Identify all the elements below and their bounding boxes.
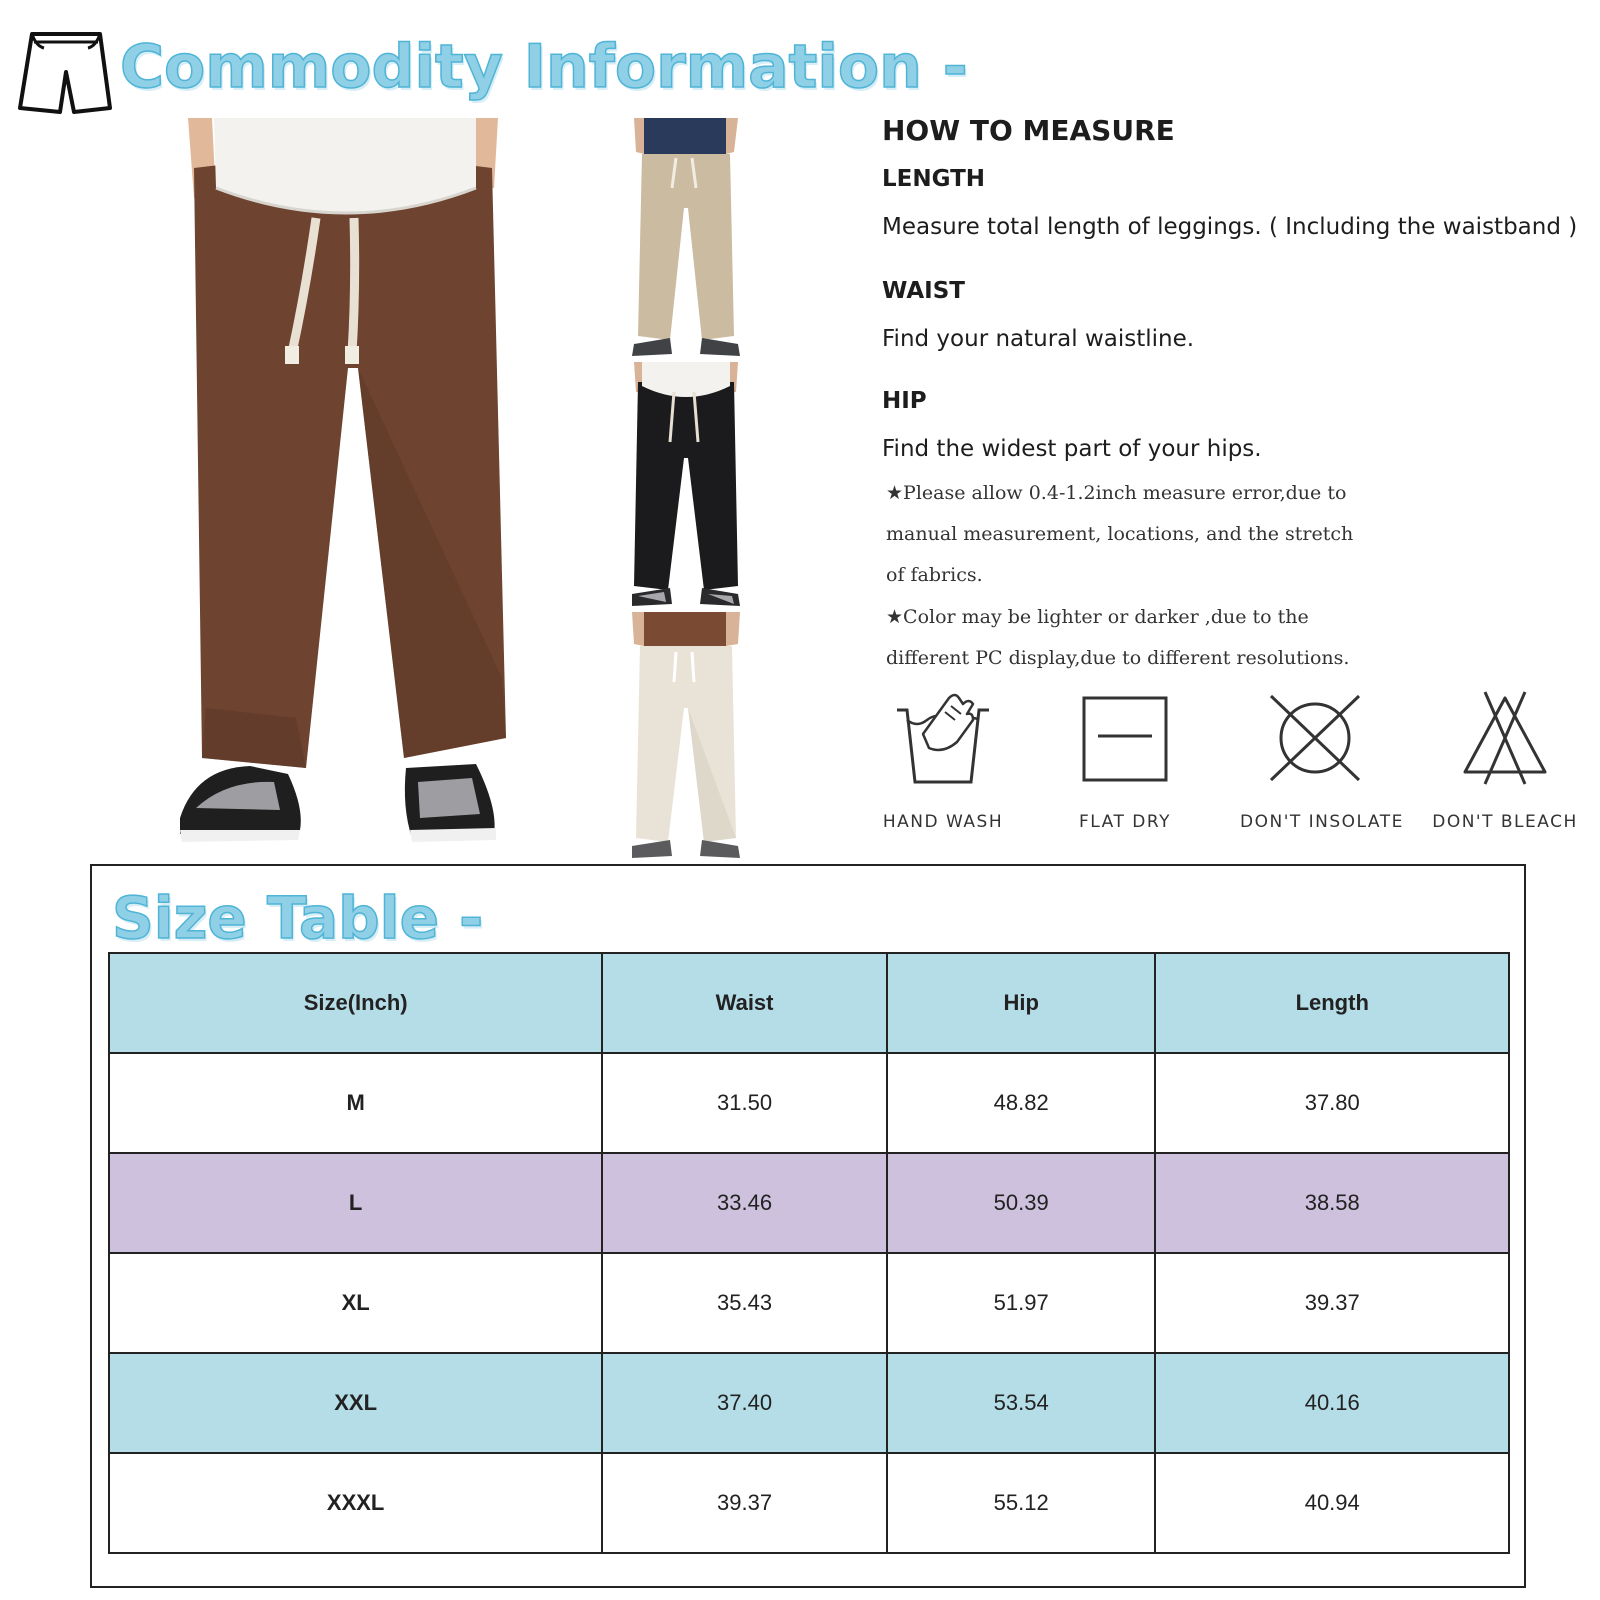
hip-text: Find the widest part of your hips. — [882, 436, 1262, 462]
waist-text: Find your natural waistline. — [882, 326, 1195, 352]
size-cell: XL — [109, 1253, 602, 1353]
care-label: DON'T INSOLATE — [1240, 812, 1404, 832]
table-row — [109, 1253, 1509, 1353]
waist-cell: 35.43 — [602, 1253, 887, 1353]
care-hand-wash — [868, 690, 1018, 832]
size-cell: XXXL — [109, 1453, 602, 1553]
column-header: Waist — [602, 953, 887, 1053]
size-cell: XXL — [109, 1353, 602, 1453]
flat-dry-icon — [1080, 690, 1170, 786]
note-line: manual measurement, locations, and the stretch — [886, 523, 1354, 545]
hip-cell: 53.54 — [887, 1353, 1156, 1453]
hip-cell: 50.39 — [887, 1153, 1156, 1253]
hand-wash-icon — [893, 690, 993, 786]
care-flat-dry — [1050, 690, 1200, 832]
column-header: Hip — [887, 953, 1156, 1053]
note-line: ★Color may be lighter or darker ,due to the — [886, 606, 1309, 628]
column-header: Length — [1155, 953, 1509, 1053]
size-cell: M — [109, 1053, 602, 1153]
table-row — [109, 1353, 1509, 1453]
hip-cell: 48.82 — [887, 1053, 1156, 1153]
care-label: HAND WASH — [882, 812, 1004, 832]
care-label: FLAT DRY — [1079, 812, 1171, 832]
size-cell: L — [109, 1153, 602, 1253]
table-row — [109, 1153, 1509, 1253]
shorts-outline-icon — [14, 30, 114, 118]
page-title: Commodity Information - — [120, 32, 968, 102]
hip-title: HIP — [882, 388, 927, 414]
size-table — [108, 952, 1510, 1554]
hip-cell: 55.12 — [887, 1453, 1156, 1553]
length-text: Measure total length of leggings. ( Including the waistband ) — [882, 214, 1578, 240]
cream-pants-photo — [630, 612, 742, 862]
hip-cell: 51.97 — [887, 1253, 1156, 1353]
waist-cell: 33.46 — [602, 1153, 887, 1253]
how-to-measure-heading: HOW TO MEASURE — [882, 114, 1175, 147]
note-line: different PC display,due to different resolutions. — [886, 647, 1350, 669]
care-dont-bleach — [1430, 690, 1580, 832]
length-cell: 40.94 — [1155, 1453, 1509, 1553]
table-row — [109, 1053, 1509, 1153]
size-table-panel — [90, 864, 1526, 1588]
length-cell: 37.80 — [1155, 1053, 1509, 1153]
length-cell: 40.16 — [1155, 1353, 1509, 1453]
brown-pants-photo — [176, 118, 520, 858]
khaki-pants-photo — [630, 118, 742, 362]
care-dont-insolate — [1240, 690, 1404, 832]
note-line: of fabrics. — [886, 564, 983, 586]
waist-cell: 31.50 — [602, 1053, 887, 1153]
waist-cell: 37.40 — [602, 1353, 887, 1453]
length-cell: 39.37 — [1155, 1253, 1509, 1353]
table-header-row — [109, 953, 1509, 1053]
table-row — [109, 1453, 1509, 1553]
column-header: Size(Inch) — [109, 953, 602, 1053]
care-label: DON'T BLEACH — [1432, 812, 1578, 832]
size-table-title: Size Table - — [112, 884, 484, 952]
black-pants-photo — [630, 362, 742, 612]
dont-insolate-icon — [1265, 690, 1365, 786]
waist-cell: 39.37 — [602, 1453, 887, 1553]
note-line: ★Please allow 0.4-1.2inch measure error,due to — [886, 482, 1347, 504]
length-cell: 38.58 — [1155, 1153, 1509, 1253]
dont-bleach-icon — [1455, 690, 1555, 786]
waist-title: WAIST — [882, 278, 965, 304]
length-title: LENGTH — [882, 166, 986, 192]
